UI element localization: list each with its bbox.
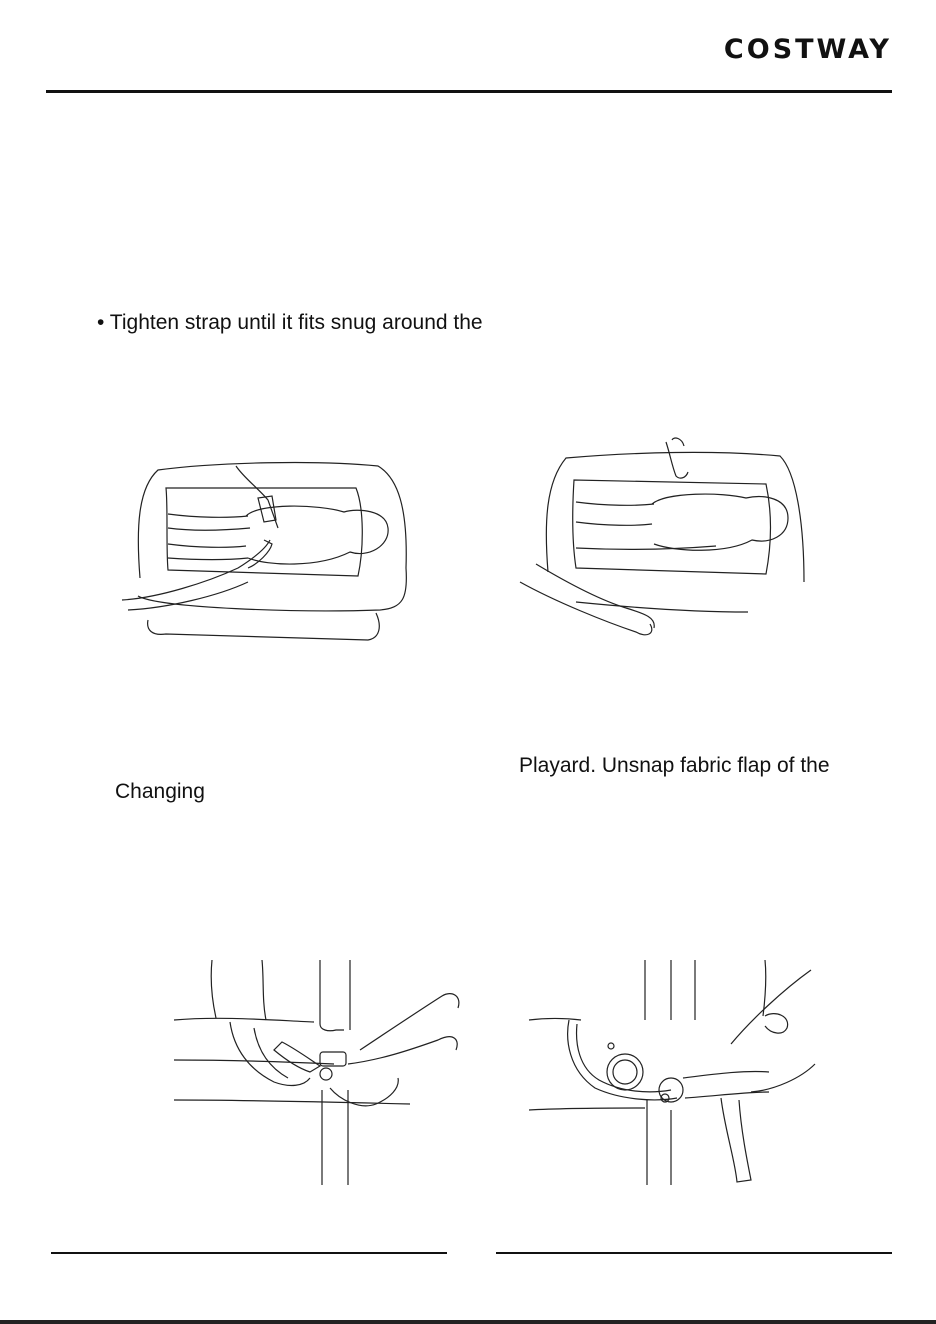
page-bottom-edge — [0, 1320, 936, 1324]
instruction-line-unsnap-flap: Playard. Unsnap fabric flap of the — [519, 754, 830, 777]
frame-clip-illustration — [170, 960, 465, 1185]
footer-rule-left — [51, 1252, 447, 1254]
header-rule — [46, 90, 892, 93]
costway-logo: COSTWAY — [723, 34, 892, 65]
footer-rule-right — [496, 1252, 892, 1254]
instruction-line-tighten-strap: • Tighten strap until it fits snug around the — [97, 311, 483, 334]
fabric-flap-unsnap-illustration — [525, 960, 825, 1185]
strap-buckling-illustration — [118, 448, 418, 648]
child-on-changing-table-illustration — [516, 432, 816, 642]
instruction-line-changing: Changing — [115, 780, 205, 803]
